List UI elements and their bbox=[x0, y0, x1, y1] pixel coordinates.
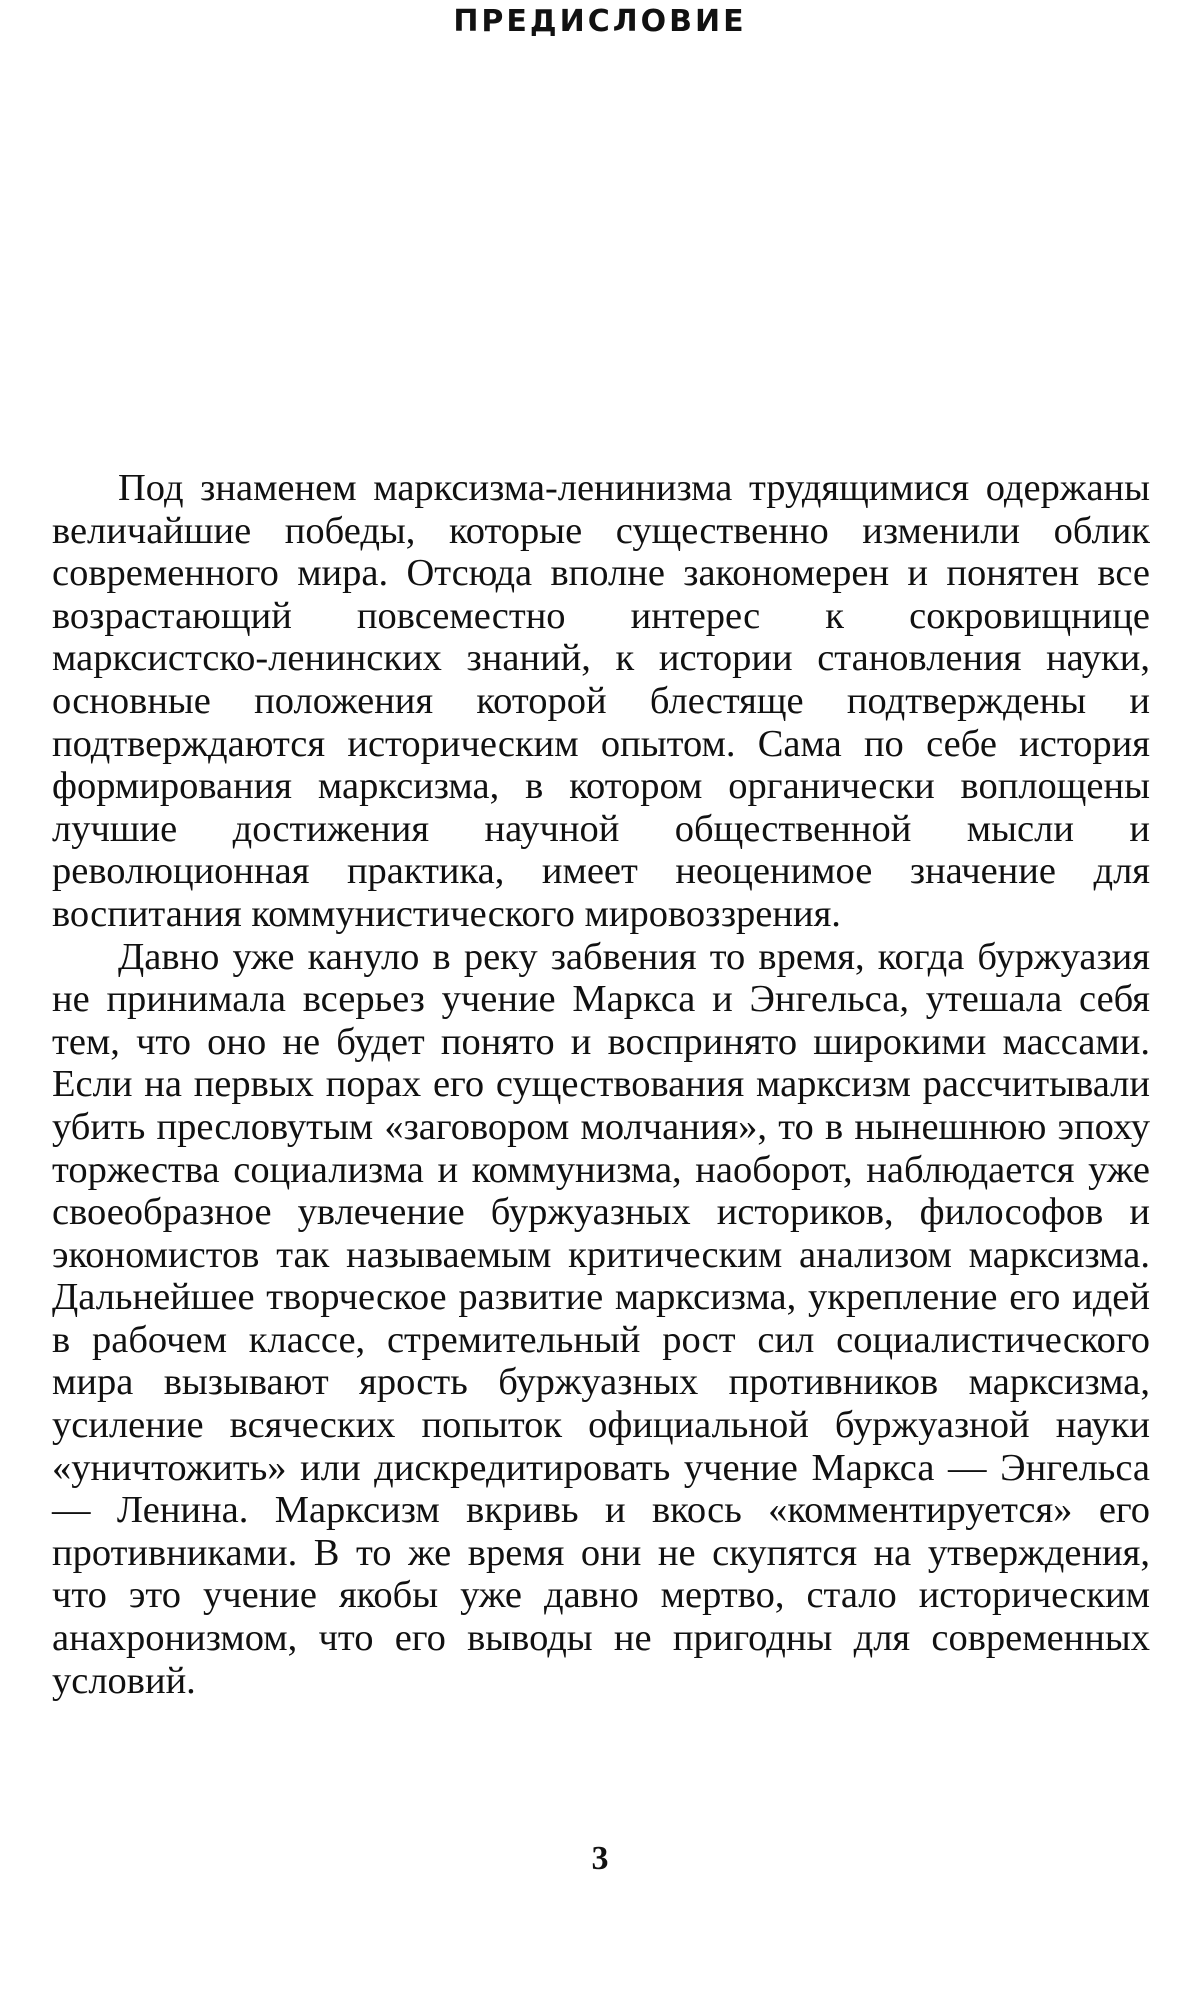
page-number: 3 bbox=[591, 1840, 609, 1877]
paragraph-2: Давно уже кануло в реку забвения то время, когда буржуазия не принимала всерьез учение Маркса и Энгельса, утешала себя тем, что оно не будет понято и воспринято широкими массами. Если на первых порах его существования марксизм рассчитывали убить пресловутым «заговором молчания», то в нынешнюю эпоху торжества социализма и коммунизма, наоборот, наблюдается уже своеобразное увлечение буржуазных историков, философов и экономистов так называемым критическим анализом марксизма. Дальнейшее творческое развитие марксизма, укрепление его идей в рабочем классе, стремительный рост сил социалистического мира вызывают ярость буржуазных противников марксизма, усиление всяческих попыток официальной буржуазной науки «уничтожить» или дискредитировать учение Маркса — Энгельса — Ленина. Марксизм вкривь и вкось «комментируется» его противниками. В то же время они не скупятся на утверждения, что это учение якобы уже давно мертво, стало историческим анахронизмом, что его выводы не пригодны для современных условий. bbox=[52, 935, 1150, 1702]
chapter-heading: ПРЕДИСЛОВИЕ bbox=[453, 4, 747, 39]
body-text bbox=[52, 467, 1150, 1702]
paragraph-1: Под знаменем марксизма-ленинизма трудящимися одержаны величайшие победы, которые существенно изменили облик современного мира. Отсюда вполне закономерен и понятен все возрастающий повсеместно интерес к сокровищнице марксистско-ленинских знаний, к истории становления науки, основные положения которой блестяще подтверждены и подтверждаются историческим опытом. Сама по себе история формирования марксизма, в котором органически воплощены лучшие достижения научной общественной мысли и революционная практика, имеет неоценимое значение для воспитания коммунистического мировоззрения. bbox=[52, 467, 1150, 935]
